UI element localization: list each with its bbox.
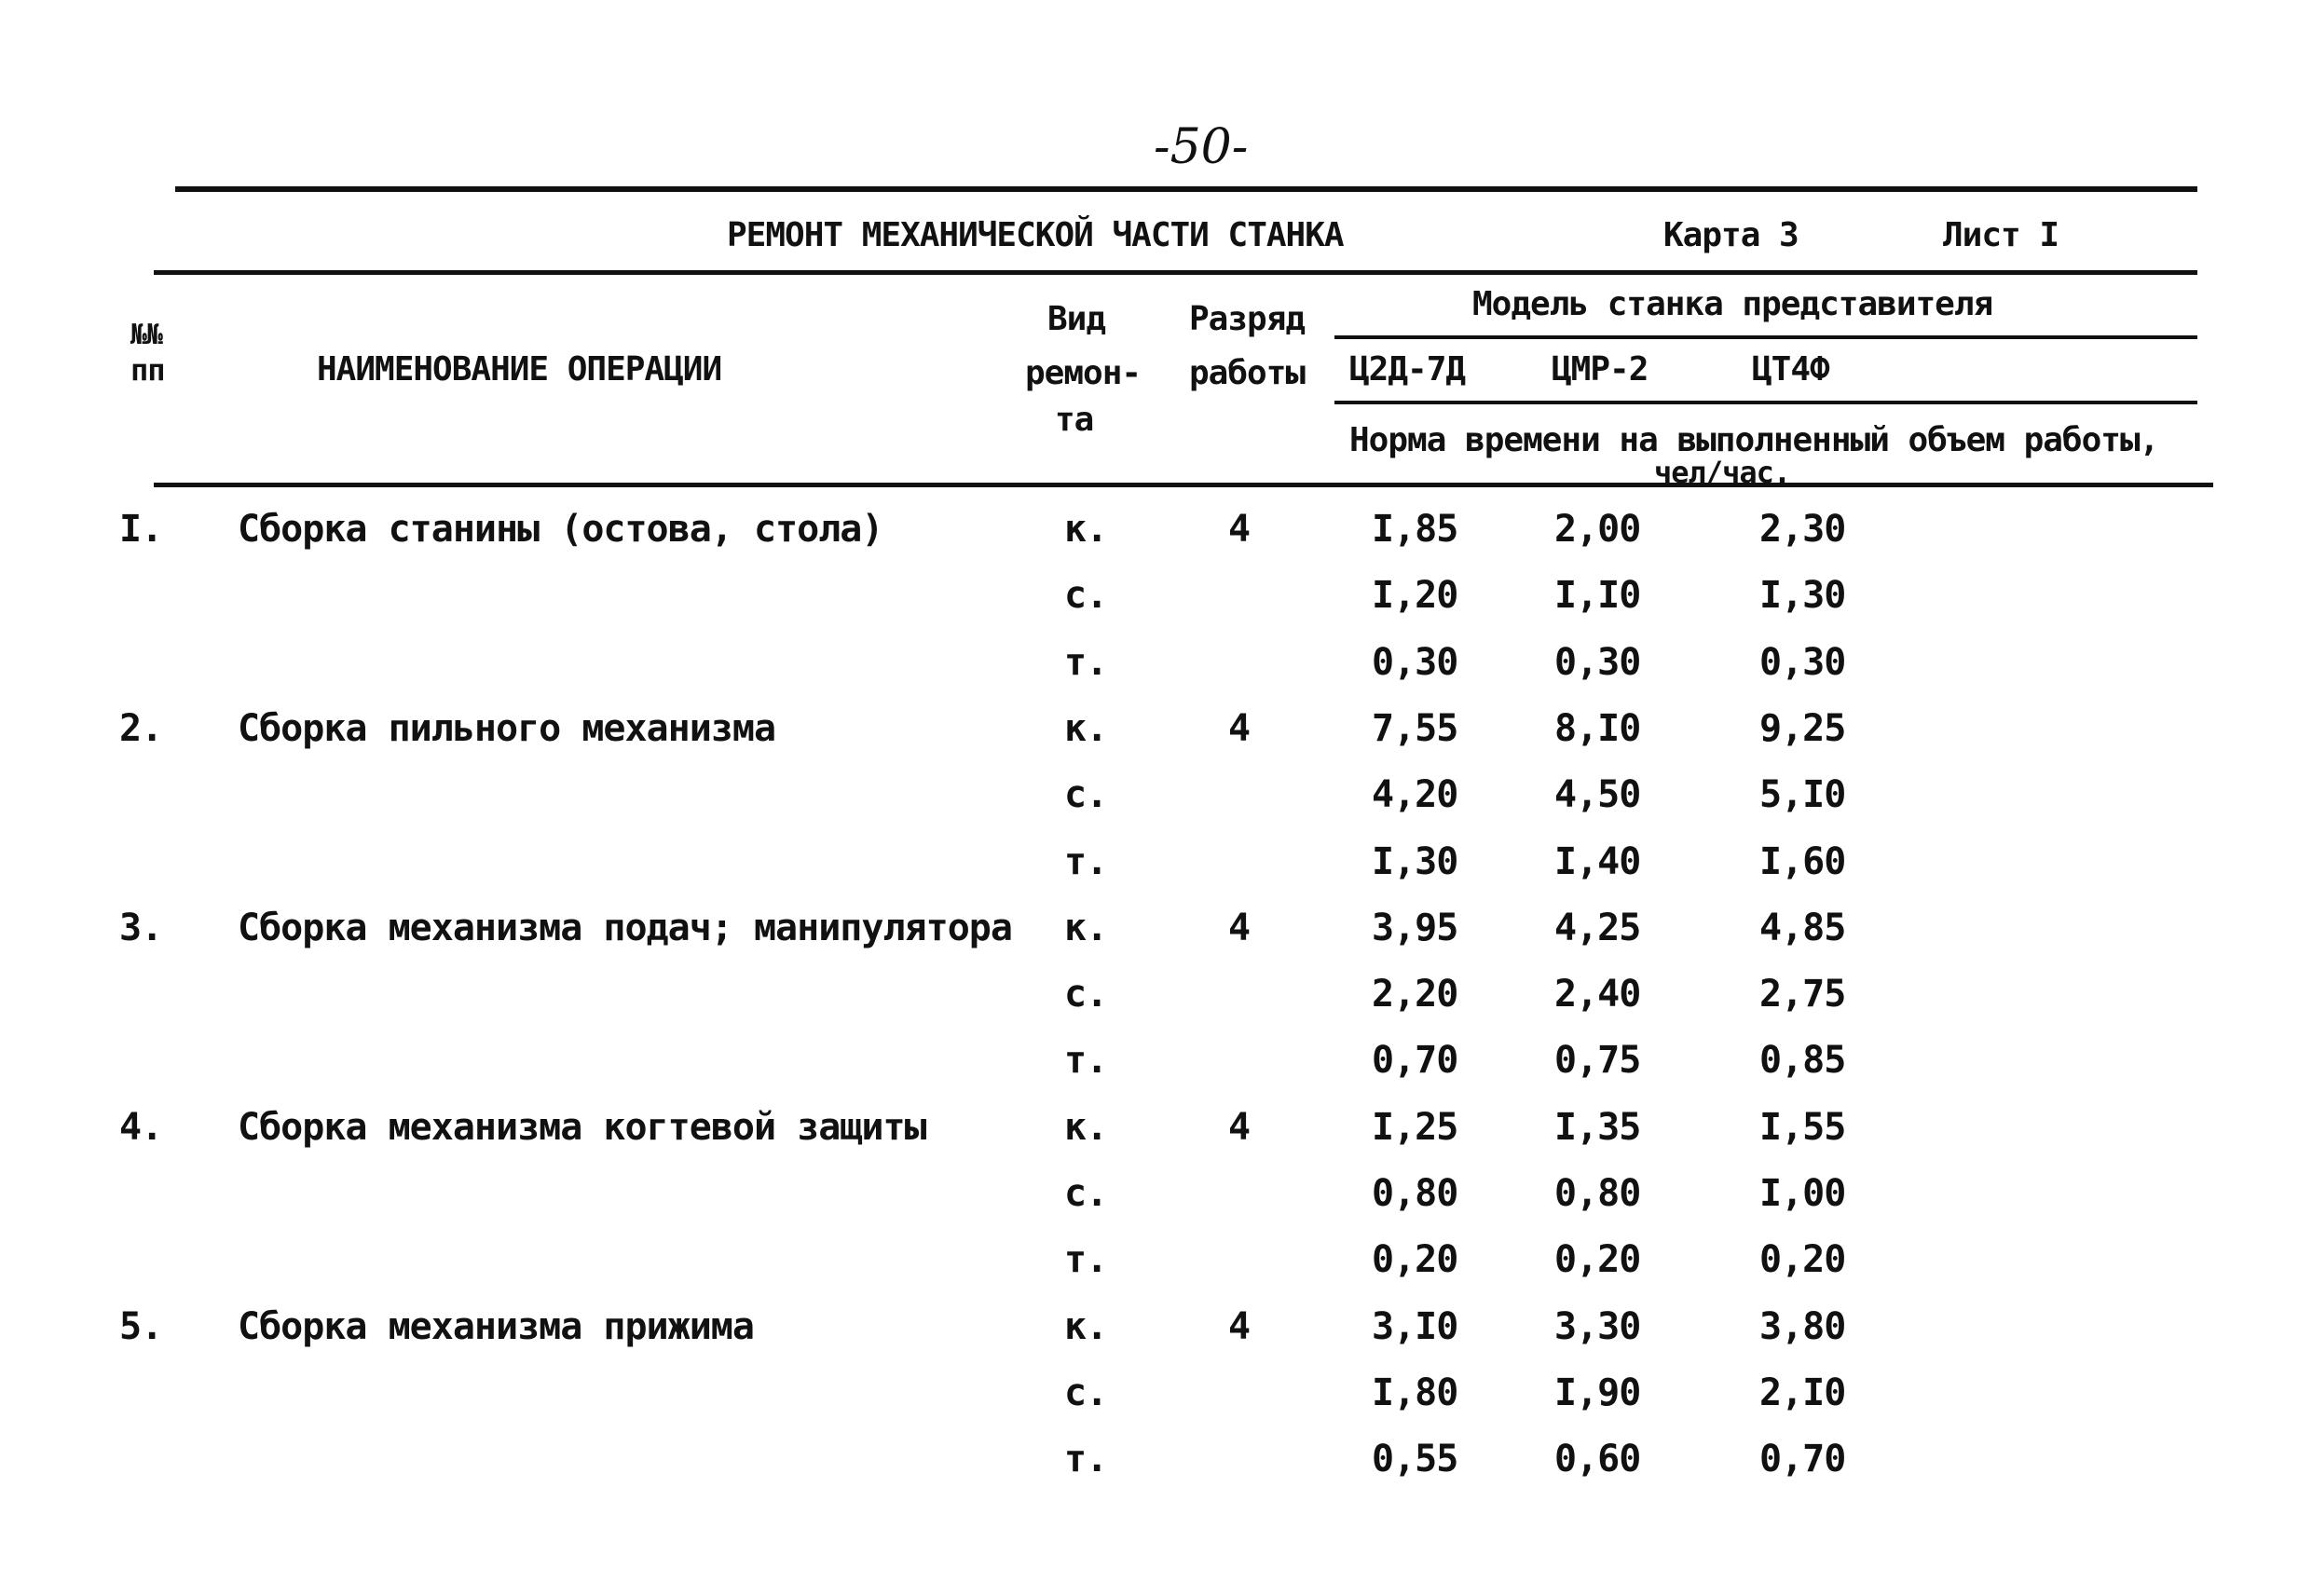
row-value-model-3: I,00 (1759, 1172, 1846, 1215)
header-grade-1: Разряд (1189, 300, 1306, 338)
row-grade: 4 (1228, 707, 1251, 750)
row-value-model-1: I,80 (1372, 1371, 1458, 1414)
row-grade: 4 (1228, 1106, 1251, 1149)
row-value-model-2: I,40 (1554, 840, 1641, 883)
row-value-model-3: 2,30 (1759, 508, 1846, 551)
row-number: 2. (119, 707, 163, 750)
row-value-model-1: 0,20 (1372, 1238, 1458, 1281)
row-value-model-3: I,55 (1759, 1106, 1846, 1149)
page-number: -50- (1154, 119, 1249, 175)
row-value-model-3: 2,75 (1759, 973, 1846, 1016)
row-operation: Сборка механизма подач; манипулятора (238, 907, 1012, 949)
row-repair-type: т. (1064, 1238, 1108, 1281)
header-grade-2: работы (1189, 354, 1306, 392)
header-bottom-rule (154, 483, 2213, 487)
row-value-model-2: 3,30 (1554, 1305, 1641, 1348)
row-value-model-2: 2,40 (1554, 973, 1641, 1016)
row-value-model-3: 4,85 (1759, 907, 1846, 949)
row-repair-type: к. (1064, 1305, 1108, 1348)
top-rule (175, 186, 2197, 192)
row-value-model-2: 4,25 (1554, 907, 1641, 949)
row-number: 4. (119, 1106, 163, 1149)
row-value-model-1: 3,95 (1372, 907, 1458, 949)
row-grade: 4 (1228, 508, 1251, 551)
row-value-model-2: 8,I0 (1554, 707, 1641, 750)
row-repair-type: т. (1064, 641, 1108, 684)
row-value-model-1: 0,80 (1372, 1172, 1458, 1215)
row-number: I. (119, 508, 163, 551)
row-grade: 4 (1228, 1305, 1251, 1348)
row-repair-type: с. (1064, 574, 1108, 617)
sheet-number: Лист I (1943, 216, 2059, 254)
header-model-1: Ц2Д-7Д (1349, 350, 1466, 389)
row-repair-type: с. (1064, 973, 1108, 1016)
row-operation: Сборка пильного механизма (238, 707, 776, 750)
row-repair-type: т. (1064, 1039, 1108, 1082)
row-value-model-3: 0,85 (1759, 1039, 1846, 1082)
row-value-model-1: 2,20 (1372, 973, 1458, 1016)
header-num-line2: пп (130, 352, 165, 388)
row-value-model-2: I,I0 (1554, 574, 1641, 617)
row-value-model-1: 4,20 (1372, 773, 1458, 816)
row-value-model-1: I,25 (1372, 1106, 1458, 1149)
row-value-model-2: 0,60 (1554, 1438, 1641, 1480)
row-operation: Сборка механизма прижима (238, 1305, 754, 1348)
row-grade: 4 (1228, 907, 1251, 949)
row-value-model-1: 0,70 (1372, 1039, 1458, 1082)
row-value-model-3: 0,30 (1759, 641, 1846, 684)
model-group-rule (1334, 335, 2197, 339)
row-value-model-2: I,35 (1554, 1106, 1641, 1149)
row-repair-type: т. (1064, 840, 1108, 883)
header-norm-line2: чел/час. (1654, 455, 1791, 490)
document-title: РЕМОНТ МЕХАНИЧЕСКОЙ ЧАСТИ СТАНКА (727, 216, 1344, 254)
header-norm-line1: Норма времени на выполненный объем работы, (1349, 421, 2159, 459)
row-value-model-2: I,90 (1554, 1371, 1641, 1414)
row-repair-type: с. (1064, 1172, 1108, 1215)
row-value-model-2: 0,80 (1554, 1172, 1641, 1215)
row-value-model-3: 2,I0 (1759, 1371, 1846, 1414)
row-repair-type: к. (1064, 1106, 1108, 1149)
card-number: Карта 3 (1663, 216, 1799, 254)
row-repair-type: к. (1064, 508, 1108, 551)
row-value-model-3: 0,70 (1759, 1438, 1846, 1480)
row-value-model-3: I,60 (1759, 840, 1846, 883)
header-num-line1: №№ (130, 319, 163, 351)
row-value-model-1: I,30 (1372, 840, 1458, 883)
row-value-model-3: 0,20 (1759, 1238, 1846, 1281)
row-operation: Сборка станины (остова, стола) (238, 508, 883, 551)
row-value-model-3: 3,80 (1759, 1305, 1846, 1348)
row-value-model-3: 5,I0 (1759, 773, 1846, 816)
row-value-model-3: I,30 (1759, 574, 1846, 617)
header-top-rule (154, 270, 2197, 275)
row-repair-type: с. (1064, 773, 1108, 816)
row-value-model-1: 0,30 (1372, 641, 1458, 684)
header-repair-type-3: та (1055, 401, 1094, 439)
row-value-model-2: 0,75 (1554, 1039, 1641, 1082)
row-repair-type: к. (1064, 907, 1108, 949)
row-repair-type: т. (1064, 1438, 1108, 1480)
row-value-model-1: I,20 (1372, 574, 1458, 617)
row-value-model-1: I,85 (1372, 508, 1458, 551)
row-value-model-1: 0,55 (1372, 1438, 1458, 1480)
header-operation: НАИМЕНОВАНИЕ ОПЕРАЦИИ (317, 350, 722, 389)
row-value-model-1: 7,55 (1372, 707, 1458, 750)
model-names-rule (1334, 401, 2197, 404)
row-value-model-2: 4,50 (1554, 773, 1641, 816)
row-value-model-1: 3,I0 (1372, 1305, 1458, 1348)
header-model-group: Модель станка представителя (1472, 285, 1993, 323)
row-number: 5. (119, 1305, 163, 1348)
row-value-model-2: 2,00 (1554, 508, 1641, 551)
header-model-3: ЦТ4Ф (1752, 350, 1829, 389)
row-operation: Сборка механизма когтевой защиты (238, 1106, 926, 1149)
row-repair-type: с. (1064, 1371, 1108, 1414)
header-repair-type-2: ремон- (1025, 354, 1142, 392)
row-value-model-2: 0,20 (1554, 1238, 1641, 1281)
row-repair-type: к. (1064, 707, 1108, 750)
header-model-2: ЦМР-2 (1552, 350, 1648, 389)
row-value-model-3: 9,25 (1759, 707, 1846, 750)
header-repair-type-1: Вид (1047, 300, 1106, 338)
row-value-model-2: 0,30 (1554, 641, 1641, 684)
row-number: 3. (119, 907, 163, 949)
